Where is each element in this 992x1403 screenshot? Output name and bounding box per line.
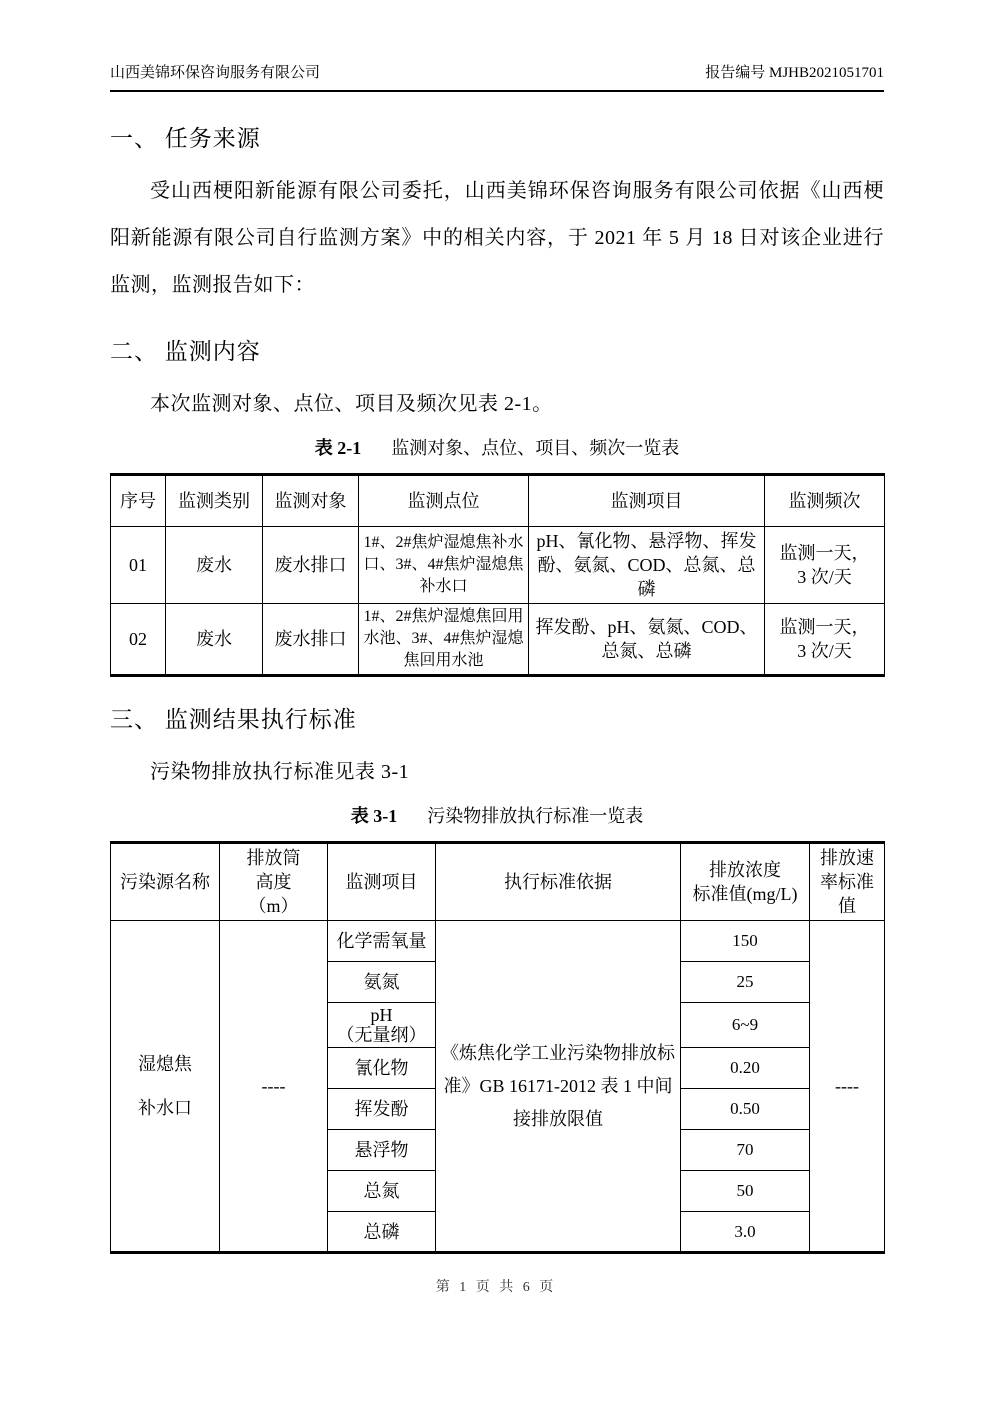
t31-value-ss: 70 <box>681 1130 810 1171</box>
t31-rate-standard: ---- <box>810 921 885 1253</box>
report-number: 报告编号 MJHB2021051701 <box>705 65 884 81</box>
t31-item-tn: 总氮 <box>328 1171 436 1212</box>
company-name: 山西美锦环保咨询服务有限公司 <box>110 65 321 81</box>
t21-r2-category: 废水 <box>166 604 263 676</box>
t21-header-no: 序号 <box>111 475 166 527</box>
t31-header-basis: 执行标准依据 <box>436 843 681 921</box>
t31-header-stack-height: 排放筒 高度 （m） <box>220 843 328 921</box>
t31-value-cyanide: 0.20 <box>681 1048 810 1089</box>
table-row <box>111 921 885 962</box>
t31-item-ph: pH （无量纲） <box>328 1003 436 1048</box>
t31-header-source: 污染源名称 <box>111 843 220 921</box>
page-number: 第 1 页 共 6 页 <box>435 1280 557 1295</box>
table-2-1-caption <box>110 436 884 460</box>
table-3-1-caption-label: 表 3-1 <box>350 806 398 826</box>
t21-r1-point: 1#、2#焦炉湿熄焦补水口、3#、4#焦炉湿熄焦补水口 <box>359 527 529 604</box>
t31-header-item: 监测项目 <box>328 843 436 921</box>
t31-item-tp: 总磷 <box>328 1212 436 1253</box>
t31-standard-basis: 《炼焦化学工业污染物排放标准》GB 16171-2012 表 1 中间接排放限值 <box>436 921 681 1253</box>
t31-value-phenol: 0.50 <box>681 1089 810 1130</box>
t31-header-rate: 排放速 率标准 值 <box>810 843 885 921</box>
section-2-paragraph: 本次监测对象、点位、项目及频次见表 2-1。 <box>150 393 553 415</box>
t21-r1-category: 废水 <box>166 527 263 604</box>
table-row <box>111 527 885 604</box>
t21-r1-object: 废水排口 <box>263 527 359 604</box>
t21-header-items: 监测项目 <box>529 475 765 527</box>
section-3-paragraph: 污染物排放执行标准见表 3-1 <box>150 761 410 783</box>
section-1-title: 一、 任务来源 <box>110 126 261 151</box>
t21-r2-frequency: 监测一天， 3 次/天 <box>765 604 885 676</box>
t31-source-name: 湿熄焦 补水口 <box>111 921 220 1253</box>
t21-header-point: 监测点位 <box>359 475 529 527</box>
t31-item-ss: 悬浮物 <box>328 1130 436 1171</box>
table-2-1-caption-label: 表 2-1 <box>314 438 362 458</box>
t21-r1-no: 01 <box>111 527 166 604</box>
table-2-1-caption-text: 监测对象、点位、项目、频次一览表 <box>391 438 680 458</box>
table-3-1-caption <box>110 804 884 828</box>
t31-item-phenol: 挥发酚 <box>328 1089 436 1130</box>
table-3-1-caption-text: 污染物排放执行标准一览表 <box>427 806 644 826</box>
table-row <box>111 604 885 676</box>
t31-item-nh3n: 氨氮 <box>328 962 436 1003</box>
table-3-1-header-row <box>111 843 885 921</box>
t21-r2-no: 02 <box>111 604 166 676</box>
t21-r2-object: 废水排口 <box>263 604 359 676</box>
page-header <box>110 0 884 84</box>
t31-value-ph: 6~9 <box>681 1003 810 1048</box>
t21-r1-frequency: 监测一天， 3 次/天 <box>765 527 885 604</box>
table-2-1-header-row <box>111 475 885 527</box>
t21-r2-items: 挥发酚、pH、氨氮、COD、 总氮、总磷 <box>529 604 765 676</box>
table-2-1 <box>110 473 885 677</box>
t31-stack-height: ---- <box>220 921 328 1253</box>
t21-header-category: 监测类别 <box>166 475 263 527</box>
header-rule <box>110 90 884 92</box>
t21-r2-point: 1#、2#焦炉湿熄焦回用水池、3#、4#焦炉湿熄焦回用水池 <box>359 604 529 676</box>
section-2-title: 二、 监测内容 <box>110 339 261 364</box>
t21-header-frequency: 监测频次 <box>765 475 885 527</box>
t31-value-nh3n: 25 <box>681 962 810 1003</box>
section-1-paragraph: 受山西梗阳新能源有限公司委托，山西美锦环保咨询服务有限公司依据《山西梗阳新能源有限公司自行监测方案》中的相关内容，于 2021 年 5 月 18 日对该企业进行监测，监测报告如下： <box>110 180 884 296</box>
section-3-title: 三、 监测结果执行标准 <box>110 707 357 732</box>
t31-item-cyanide: 氰化物 <box>328 1048 436 1089</box>
t31-item-cod: 化学需氧量 <box>328 921 436 962</box>
table-3-1 <box>110 841 885 1254</box>
t31-header-concentration: 排放浓度 标准值(mg/L) <box>681 843 810 921</box>
page-content <box>110 0 884 1254</box>
t31-value-tn: 50 <box>681 1171 810 1212</box>
t21-r1-items: pH、氰化物、悬浮物、挥发酚、氨氮、COD、总氮、总磷 <box>529 527 765 604</box>
t31-value-cod: 150 <box>681 921 810 962</box>
t21-header-object: 监测对象 <box>263 475 359 527</box>
t31-value-tp: 3.0 <box>681 1212 810 1253</box>
